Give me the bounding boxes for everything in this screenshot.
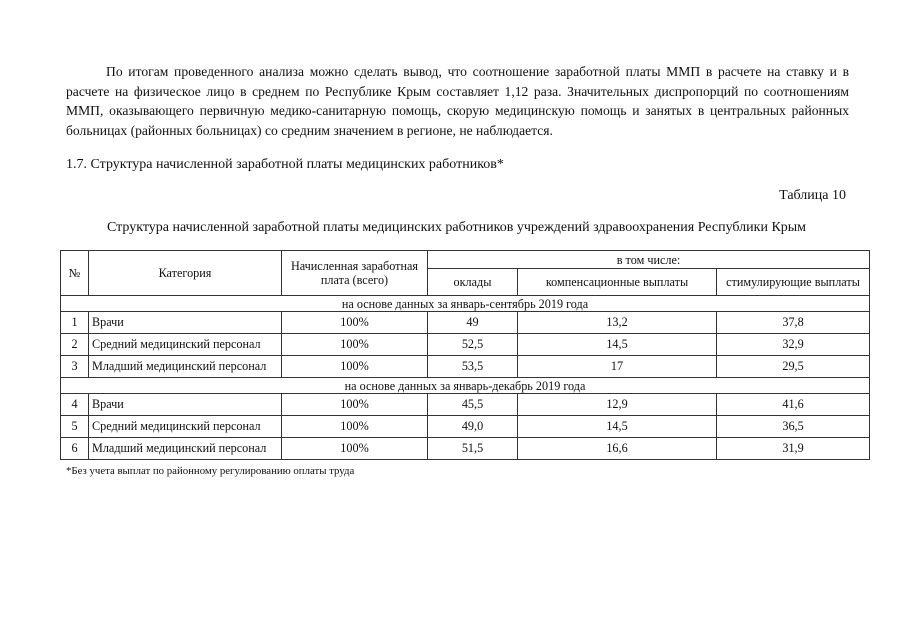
row-num: 5 <box>61 416 89 438</box>
table-row <box>61 438 870 460</box>
row-salaries: 52,5 <box>428 334 518 356</box>
table-row <box>61 334 870 356</box>
row-salaries: 49 <box>428 312 518 334</box>
header-total: Начисленная заработная плата (всего) <box>282 251 428 296</box>
header-num: № <box>61 251 89 296</box>
row-salaries: 51,5 <box>428 438 518 460</box>
period-row <box>61 378 870 394</box>
row-total: 100% <box>282 334 428 356</box>
row-num: 3 <box>61 356 89 378</box>
row-compensation: 14,5 <box>518 416 717 438</box>
row-incentive: 29,5 <box>717 356 870 378</box>
row-compensation: 12,9 <box>518 394 717 416</box>
row-total: 100% <box>282 416 428 438</box>
row-num: 6 <box>61 438 89 460</box>
row-incentive: 36,5 <box>717 416 870 438</box>
table-caption: Структура начисленной заработной платы медицинских работников учреждений здравоохранения Республики Крым <box>106 220 807 235</box>
table-row <box>61 356 870 378</box>
row-salaries: 45,5 <box>428 394 518 416</box>
row-compensation: 16,6 <box>518 438 717 460</box>
row-category: Врачи <box>89 312 282 334</box>
period-row <box>61 296 870 312</box>
row-category: Младший медицинский персонал <box>89 356 282 378</box>
row-num: 1 <box>61 312 89 334</box>
row-num: 2 <box>61 334 89 356</box>
row-compensation: 14,5 <box>518 334 717 356</box>
row-salaries: 49,0 <box>428 416 518 438</box>
row-incentive: 32,9 <box>717 334 870 356</box>
header-category: Категория <box>89 251 282 296</box>
table-row <box>61 394 870 416</box>
row-compensation: 17 <box>518 356 717 378</box>
row-category: Средний медицинский персонал <box>89 334 282 356</box>
row-category: Младший медицинский персонал <box>89 438 282 460</box>
footnote: *Без учета выплат по районному регулированию оплаты труда <box>66 465 355 477</box>
row-compensation: 13,2 <box>518 312 717 334</box>
row-total: 100% <box>282 394 428 416</box>
period-label: на основе данных за январь-сентябрь 2019 года <box>61 296 870 312</box>
row-total: 100% <box>282 438 428 460</box>
salary-structure-table <box>60 250 870 460</box>
row-category: Врачи <box>89 394 282 416</box>
header-row-top <box>61 251 870 269</box>
row-total: 100% <box>282 312 428 334</box>
intro-paragraph: По итогам проведенного анализа можно сделать вывод, что соотношение заработной платы ММП в расчете на ставку и в расчете на физическое лицо в среднем по Республике Крым составляет 1,12 раза. Значительных диспропорций по соотношениям ММП, оказывающего первичную медико-санитарную помощь, скорую медицинскую помощь и занятых в центральных районных больницах (районных больницах) со средним значением в регионе, не наблюдается. <box>66 64 849 138</box>
header-compensation: компенсационные выплаты <box>518 269 717 296</box>
table-row <box>61 312 870 334</box>
row-incentive: 41,6 <box>717 394 870 416</box>
row-salaries: 53,5 <box>428 356 518 378</box>
table-row <box>61 416 870 438</box>
row-num: 4 <box>61 394 89 416</box>
period-label: на основе данных за январь-декабрь 2019 года <box>61 378 870 394</box>
row-total: 100% <box>282 356 428 378</box>
section-heading: 1.7. Структура начисленной заработной платы медицинских работников* <box>66 157 504 172</box>
header-salaries: оклады <box>428 269 518 296</box>
row-category: Средний медицинский персонал <box>89 416 282 438</box>
row-incentive: 31,9 <box>717 438 870 460</box>
header-including: в том числе: <box>428 251 870 269</box>
header-incentive: стимулирующие выплаты <box>717 269 870 296</box>
table-number: Таблица 10 <box>779 188 846 203</box>
row-incentive: 37,8 <box>717 312 870 334</box>
